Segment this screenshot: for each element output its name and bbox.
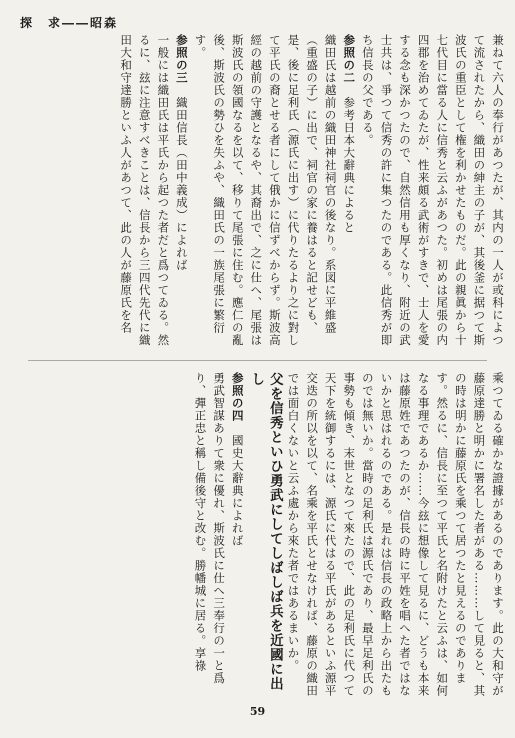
reference-paragraph: 参照の四 國史大辭典によれば: [230, 372, 245, 547]
reference-label: 参照の四: [230, 372, 245, 435]
reference-label: 参照の三: [174, 34, 189, 97]
page-number: 59: [249, 705, 266, 718]
top-text-block: [8, 34, 507, 352]
reference-paragraph: 参照の三 織田信長（田中義成）によれば: [174, 34, 189, 272]
bottom-text-block: [8, 372, 507, 702]
paragraph: 乘つてゐる確かな證據があるのであります。此の大和守が藤原達勝と明かに署名した者がある………して見ると、其の時は明かに藤原氏を乘つて居つたと見えるのであります。然るに、信長に至つて平氏と名附けたと云ふは、如何なる事理であるか……今玆に想像して見るに、どうも本来は藤原姓であつたのが、信長の時に平姓を唱へた者ではないかと思はれるのである。是れは信長の政略上から出たものでは無いか。當時の足利氏は源氏であり、最早足利氏の事勢も傾き、末世となつて來たので、此の足利氏に代つて天下を統御するには、源氏に代はる平氏があるといふ源平交迭の所以を以て、名乘を平氏とせなければ、藤原の織田では面白くないと云ふ處から來た者ではあるまいか。: [286, 372, 505, 697]
paragraph: 一般には織田氏は平氏から起つた者だと爲つてゐる。然るに、玆に注意すべきことは、信長から三四代先代に織田大和守達勝といふ人があつて、此の人が藤原氏を名: [119, 34, 171, 347]
running-head: 探 求――昭森: [20, 16, 119, 30]
paragraph: 兼ねて六人の奉行があつたが、其内の一人が或科によつて流されたから、織田の紳主の子が、其後釜に据つて斯波氏の重臣として権を利かせたものだ。此の親眞から十七代目に當る人に信秀と云ふがあつた。初めは尾張の内四郡を治めてゐたが、性来頗る武術がすきで、士人を愛する念も深かつたので、自然信用も厚くなり、附近の武士共は、爭つて信秀の許に集つたのである。此信秀が即ち信長の父である。: [360, 34, 505, 347]
reference-label: 参照の二: [342, 34, 357, 97]
reference-paragraph: 参照の二 参考日本大辭典によると: [342, 34, 357, 234]
divider: [28, 360, 487, 361]
paragraph: 勇武智謀ありて衆に優れ、斯波氏に仕へ三奉行の一と爲り、彈正忠と稱し備後守と改む。勝幡城に居る。享祿: [193, 372, 227, 685]
section-heading: 父を信秀といひ勇武にしてしばしば兵を近國に出し: [248, 372, 283, 691]
paragraph: 織田氏は越前の織田神社祠官の後なり。系図に平維盛（重盛の子）に出で、祠官の家に養はると記せども、是、後に足利氏（源氏に出す）に代りたるより之に對して平氏の裔とせる者にして俄かに信ずべからず。斯波高經の越前の守護となるや、其裔出で、之に仕へ、尾張は斯波氏の領國なるを以て、移りて尾張に住む。應仁の亂後、斯波氏の勢ひを失ふや、織田氏の一族尾張に繁衍す。: [193, 34, 338, 347]
